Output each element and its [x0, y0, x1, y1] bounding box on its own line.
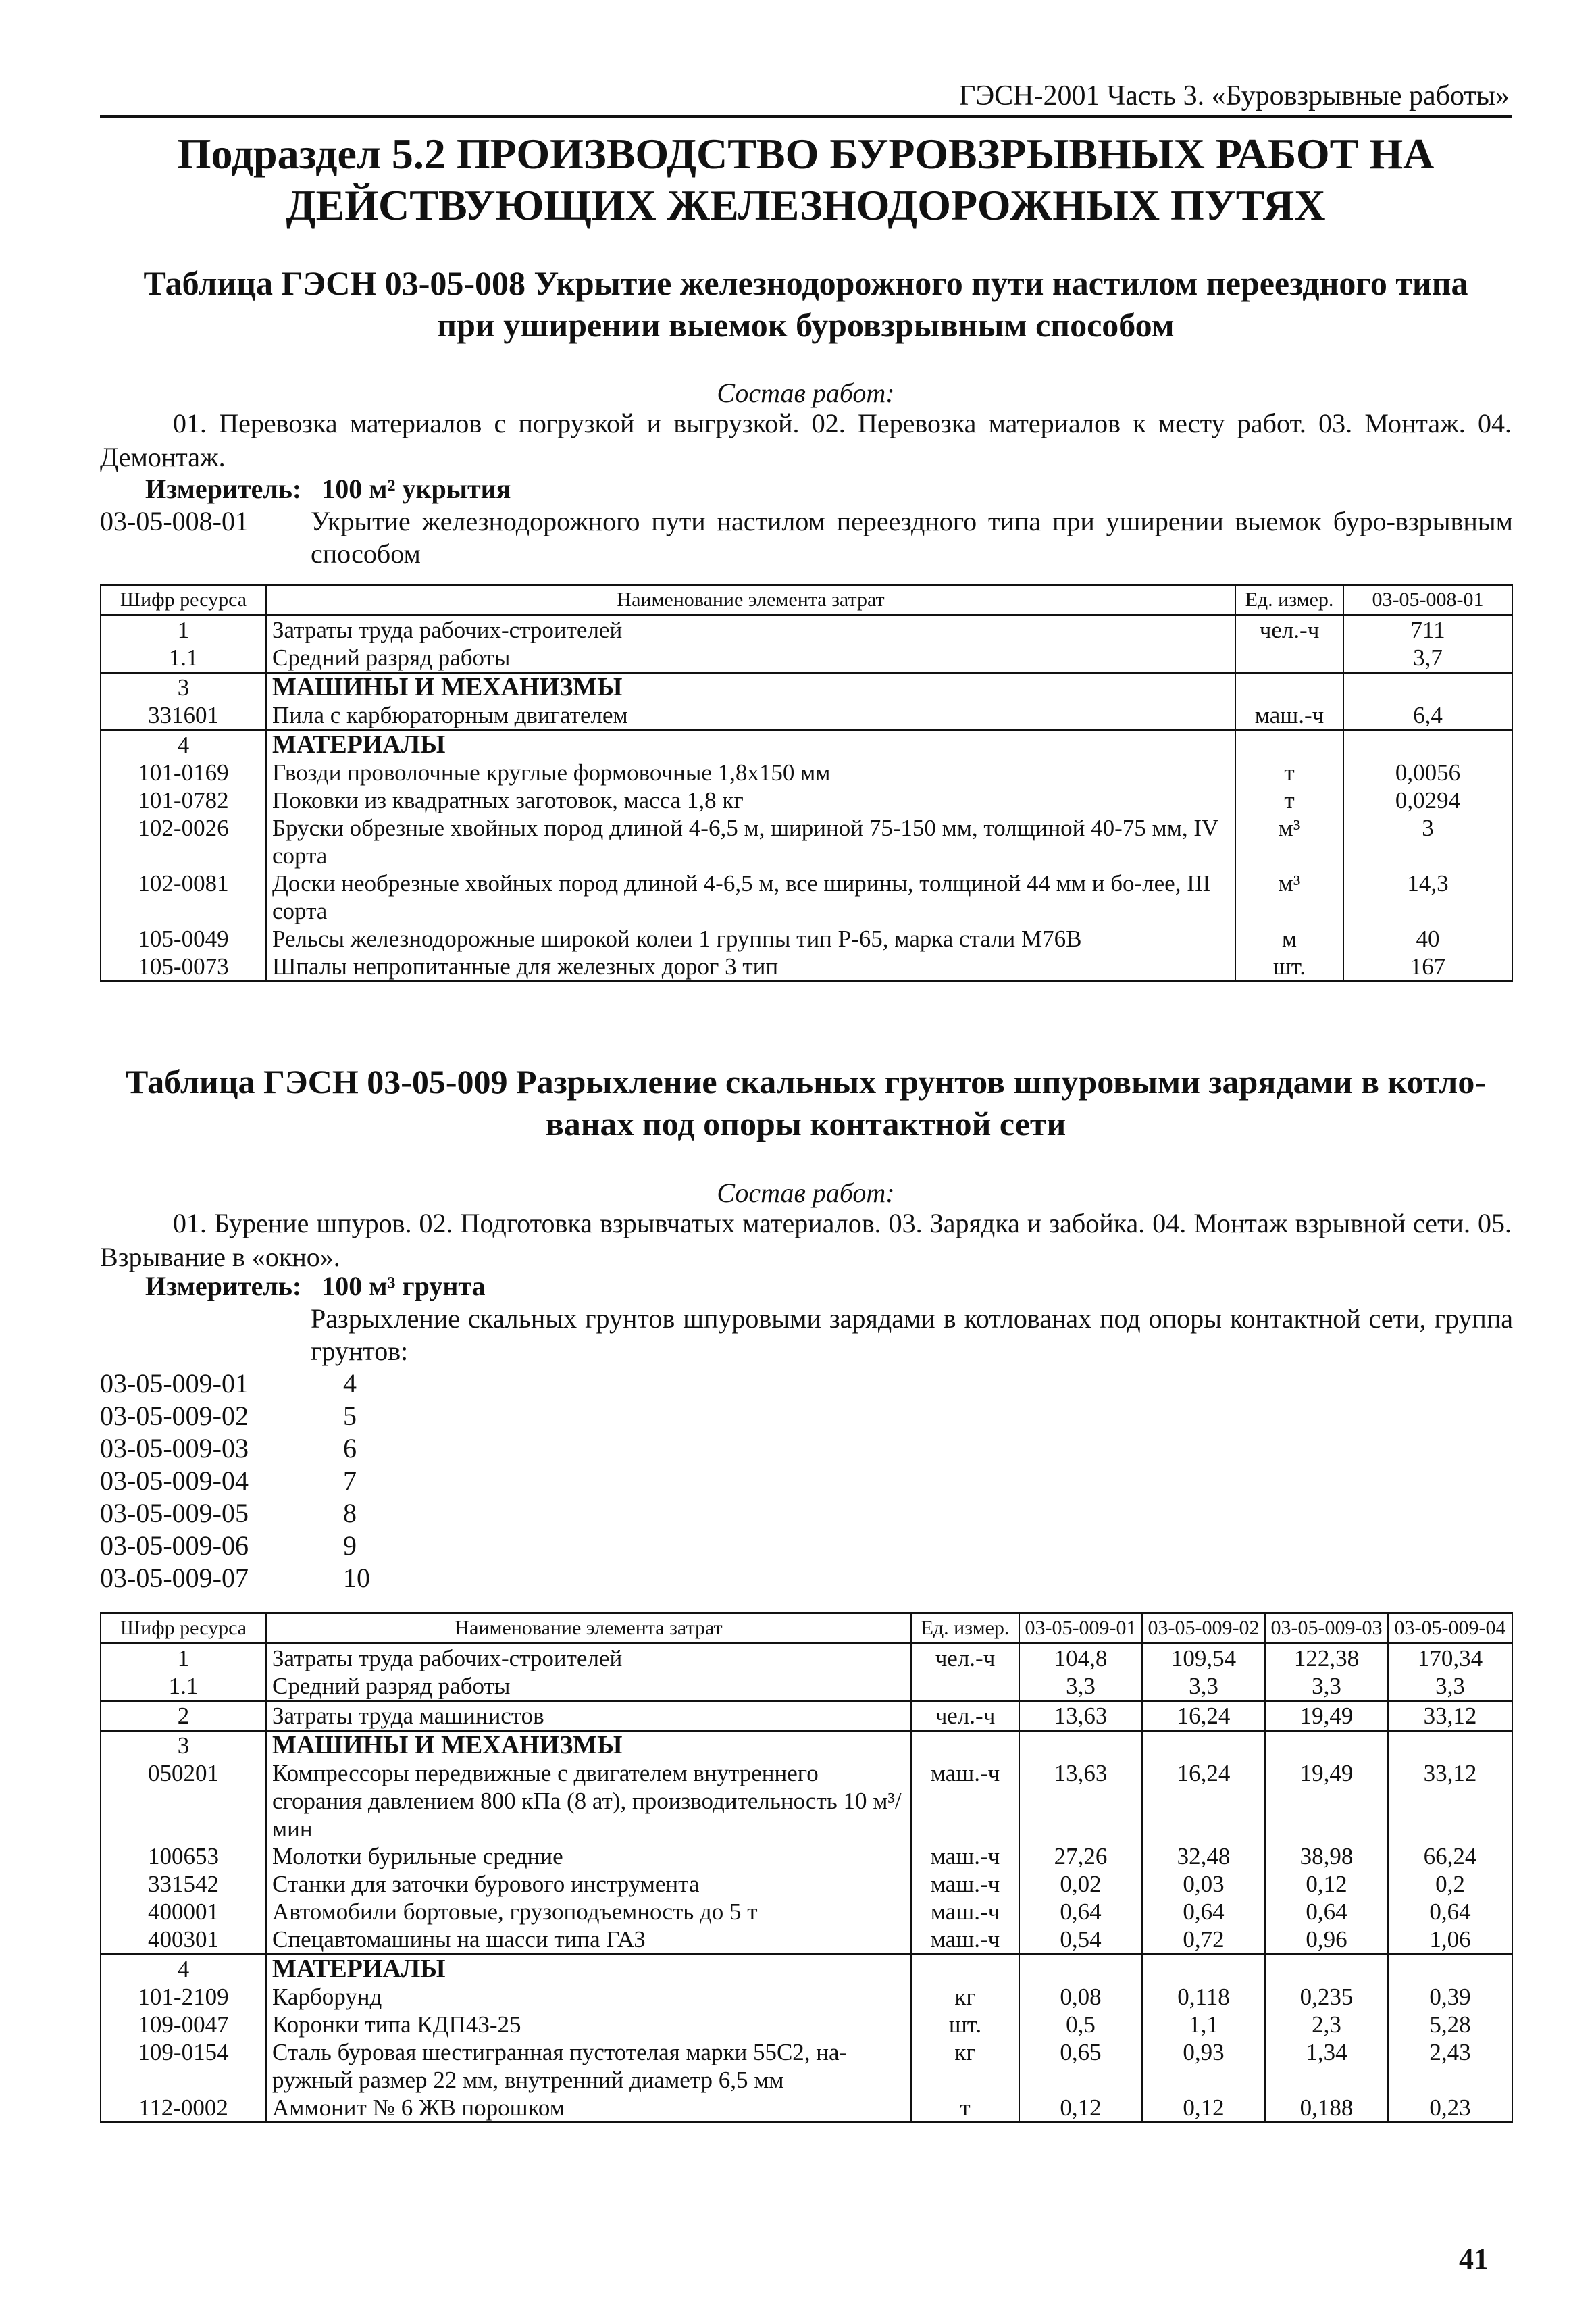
- cell-value: 0,188: [1265, 2094, 1388, 2123]
- table-row: [101, 673, 1512, 702]
- cell-code: 102-0081: [101, 870, 266, 925]
- cell-unit: [1235, 730, 1343, 759]
- col-header: 03-05-009-04: [1388, 1613, 1512, 1644]
- table1-sostav-text: 01. Перевозка материалов с погрузкой и выгрузкой. 02. Перевозка материалов к месту работ. 03. Монтаж. 04. Демонтаж.: [100, 408, 1512, 472]
- cell-unit: маш.-ч: [911, 1898, 1019, 1926]
- cell-code: 1.1: [101, 1672, 266, 1701]
- table1-izmeritel: [145, 473, 511, 505]
- cell-name: Бруски обрезные хвойных пород длиной 4-6,5 м, шириной 75-150 мм, толщиной 40-75 мм, IV сорта: [266, 814, 1235, 870]
- cell-value: 40: [1343, 925, 1512, 953]
- cell-value: 0,64: [1019, 1898, 1142, 1926]
- cell-value: [1343, 673, 1512, 702]
- cell-value: 0,64: [1265, 1898, 1388, 1926]
- table-row: [101, 1759, 1512, 1842]
- list-item: [100, 1530, 640, 1562]
- item-code: 03-05-009-04: [100, 1465, 249, 1496]
- cell-value: 0,0056: [1343, 759, 1512, 786]
- cell-value: 27,26: [1019, 1842, 1142, 1870]
- cell-name: МАТЕРИАЛЫ: [266, 730, 1235, 759]
- cell-value: 16,24: [1142, 1701, 1265, 1731]
- table2-header-row: [101, 1613, 1512, 1644]
- cell-value: 6,4: [1343, 701, 1512, 730]
- cell-unit: маш.-ч: [911, 1926, 1019, 1955]
- cell-value: 0,64: [1388, 1898, 1512, 1926]
- table-row: [101, 1731, 1512, 1760]
- cell-value: 5,28: [1388, 2011, 1512, 2038]
- table-row: [101, 1898, 1512, 1926]
- cell-name: Доски необрезные хвойных пород длиной 4-6,5 м, все ширины, толщиной 44 мм и бо-лее, III сорта: [266, 870, 1235, 925]
- cell-name: Карборунд: [266, 1983, 911, 2011]
- cell-value: 1,34: [1265, 2038, 1388, 2094]
- subsection-title-line-2: ДЕЙСТВУЮЩИХ ЖЕЛЕЗНОДОРОЖНЫХ ПУТЯХ: [286, 181, 1326, 229]
- cell-value: [1142, 1731, 1265, 1760]
- cell-value: 66,24: [1388, 1842, 1512, 1870]
- cell-value: 0,39: [1388, 1983, 1512, 2011]
- list-item: [100, 1497, 640, 1530]
- table-row: [101, 644, 1512, 673]
- table-row: [101, 925, 1512, 953]
- soil-group: 9: [343, 1530, 357, 1561]
- table2-resources: [100, 1612, 1513, 2123]
- cell-value: 3,3: [1019, 1672, 1142, 1701]
- list-item: [100, 1400, 640, 1432]
- cell-unit: т: [1235, 759, 1343, 786]
- table2-title: [100, 1061, 1512, 1145]
- cell-value: 33,12: [1388, 1701, 1512, 1731]
- soil-group: 7: [343, 1465, 357, 1496]
- item-code: 03-05-009-03: [100, 1433, 249, 1463]
- cell-value: 0,5: [1019, 2011, 1142, 2038]
- table2-intro: Разрыхление скальных грунтов шпуровыми зарядами в котлованах под опоры контактной сети, группа грунтов:: [311, 1303, 1513, 1366]
- cell-unit: т: [1235, 786, 1343, 814]
- table1-item-code: 03-05-008-01: [100, 506, 249, 536]
- cell-code: 105-0049: [101, 925, 266, 953]
- cell-code: 102-0026: [101, 814, 266, 870]
- cell-unit: чел.-ч: [911, 1644, 1019, 1673]
- cell-value: 3,3: [1388, 1672, 1512, 1701]
- cell-unit: шт.: [1235, 953, 1343, 982]
- table-row: [101, 786, 1512, 814]
- cell-unit: маш.-ч: [911, 1842, 1019, 1870]
- cell-code: 109-0047: [101, 2011, 266, 2038]
- cell-value: 0,54: [1019, 1926, 1142, 1955]
- cell-name: Шпалы непропитанные для железных дорог 3 тип: [266, 953, 1235, 982]
- cell-unit: шт.: [911, 2011, 1019, 2038]
- cell-code: 101-0782: [101, 786, 266, 814]
- subsection-title-line-1: Подраздел 5.2 ПРОИЗВОДСТВО БУРОВЗРЫВНЫХ РАБОТ НА: [177, 130, 1435, 178]
- table-row: [101, 1644, 1512, 1673]
- cell-value: [1019, 1955, 1142, 1984]
- cell-unit: маш.-ч: [1235, 701, 1343, 730]
- cell-code: 101-0169: [101, 759, 266, 786]
- cell-value: 0,2: [1388, 1870, 1512, 1898]
- table-row: [101, 1842, 1512, 1870]
- cell-name: Молотки бурильные средние: [266, 1842, 911, 1870]
- cell-value: 711: [1343, 615, 1512, 645]
- cell-value: 0,118: [1142, 1983, 1265, 2011]
- cell-value: [1265, 1955, 1388, 1984]
- page-number: 41: [1459, 2242, 1489, 2275]
- table-row: [101, 2094, 1512, 2123]
- cell-value: 0,23: [1388, 2094, 1512, 2123]
- cell-code: 4: [101, 1955, 266, 1984]
- list-item: [100, 1465, 640, 1497]
- cell-unit: маш.-ч: [911, 1759, 1019, 1842]
- list-item: [100, 1562, 640, 1594]
- cell-name: Поковки из квадратных заготовок, масса 1,8 кг: [266, 786, 1235, 814]
- cell-value: 0,64: [1142, 1898, 1265, 1926]
- table1-title-line-2: при уширении выемок буровзрывным способом: [437, 306, 1175, 344]
- table-row: [101, 1672, 1512, 1701]
- cell-name: МАТЕРИАЛЫ: [266, 1955, 911, 1984]
- cell-code: 2: [101, 1701, 266, 1731]
- col-header: Ед. измер.: [911, 1613, 1019, 1644]
- cell-value: 0,12: [1265, 1870, 1388, 1898]
- table2-title-line-1: Таблица ГЭСН 03-05-009 Разрыхление скальных грунтов шпуровыми зарядами в котло-: [125, 1063, 1487, 1101]
- cell-value: [1265, 1731, 1388, 1760]
- table-row: [101, 759, 1512, 786]
- cell-unit: кг: [911, 2038, 1019, 2094]
- table-row: [101, 701, 1512, 730]
- cell-value: [1019, 1731, 1142, 1760]
- cell-name: Сталь буровая шестигранная пустотелая марки 55С2, на-ружный размер 22 мм, внутренний диаметр 6,5 мм: [266, 2038, 911, 2094]
- cell-value: 3,3: [1142, 1672, 1265, 1701]
- table-row: [101, 615, 1512, 645]
- subsection-title: [100, 128, 1512, 231]
- table-row: [101, 2038, 1512, 2094]
- cell-value: [1142, 1955, 1265, 1984]
- cell-code: 1: [101, 615, 266, 645]
- cell-value: 0,08: [1019, 1983, 1142, 2011]
- cell-code: 105-0073: [101, 953, 266, 982]
- table-row: [101, 1926, 1512, 1955]
- cell-code: 100653: [101, 1842, 266, 1870]
- cell-value: 3: [1343, 814, 1512, 870]
- izmeritel-value: 100 м² укрытия: [321, 474, 511, 504]
- cell-unit: м: [1235, 925, 1343, 953]
- cell-value: 3,3: [1265, 1672, 1388, 1701]
- cell-value: 19,49: [1265, 1759, 1388, 1842]
- cell-unit: м³: [1235, 814, 1343, 870]
- col-header: 03-05-009-02: [1142, 1613, 1265, 1644]
- table2-code-list: [100, 1367, 640, 1594]
- cell-value: 0,0294: [1343, 786, 1512, 814]
- cell-unit: т: [911, 2094, 1019, 2123]
- cell-code: 3: [101, 673, 266, 702]
- table1-title: [100, 262, 1512, 346]
- col-header: Ед. измер.: [1235, 585, 1343, 615]
- table2-title-line-2: ванах под опоры контактной сети: [545, 1105, 1066, 1142]
- izmeritel-label: Измеритель:: [145, 1271, 302, 1301]
- col-header: 03-05-008-01: [1343, 585, 1512, 615]
- soil-group: 10: [343, 1563, 370, 1593]
- table1-title-line-1: Таблица ГЭСН 03-05-008 Укрытие железнодорожного пути настилом переездного типа: [143, 264, 1468, 302]
- soil-group: 6: [343, 1433, 357, 1463]
- cell-name: Средний разряд работы: [266, 644, 1235, 673]
- cell-code: 050201: [101, 1759, 266, 1842]
- table-row: [101, 1955, 1512, 1984]
- table-row: [101, 2011, 1512, 2038]
- header-rule: [100, 115, 1512, 118]
- cell-unit: [1235, 644, 1343, 673]
- table-row: [101, 1870, 1512, 1898]
- cell-name: Средний разряд работы: [266, 1672, 911, 1701]
- cell-unit: м³: [1235, 870, 1343, 925]
- table1-item-desc: Укрытие железнодорожного пути настилом переездного типа при уширении выемок буро-взрывным способом: [311, 506, 1513, 569]
- cell-unit: [1235, 673, 1343, 702]
- item-code: 03-05-009-07: [100, 1563, 249, 1593]
- cell-code: 1.1: [101, 644, 266, 673]
- col-header: Наименование элемента затрат: [266, 585, 1235, 615]
- cell-name: Затраты труда рабочих-строителей: [266, 615, 1235, 645]
- item-code: 03-05-009-05: [100, 1498, 249, 1528]
- cell-unit: кг: [911, 1983, 1019, 2011]
- cell-value: 14,3: [1343, 870, 1512, 925]
- cell-code: 3: [101, 1731, 266, 1760]
- cell-value: 16,24: [1142, 1759, 1265, 1842]
- cell-value: 19,49: [1265, 1701, 1388, 1731]
- cell-value: 33,12: [1388, 1759, 1512, 1842]
- col-header: 03-05-009-01: [1019, 1613, 1142, 1644]
- cell-value: 0,72: [1142, 1926, 1265, 1955]
- cell-name: Затраты труда машинистов: [266, 1701, 911, 1731]
- cell-unit: [911, 1955, 1019, 1984]
- cell-value: 2,43: [1388, 2038, 1512, 2094]
- cell-name: Затраты труда рабочих-строителей: [266, 1644, 911, 1673]
- soil-group: 4: [343, 1368, 357, 1399]
- cell-value: 170,34: [1388, 1644, 1512, 1673]
- table1-header-row: [101, 585, 1512, 615]
- cell-value: 0,65: [1019, 2038, 1142, 2094]
- cell-name: Пила с карбюраторным двигателем: [266, 701, 1235, 730]
- cell-code: 101-2109: [101, 1983, 266, 2011]
- table1-body: [101, 615, 1512, 982]
- cell-value: 0,02: [1019, 1870, 1142, 1898]
- cell-code: 112-0002: [101, 2094, 266, 2123]
- table-row: [101, 1983, 1512, 2011]
- cell-name: Гвозди проволочные круглые формовочные 1,8х150 мм: [266, 759, 1235, 786]
- soil-group: 8: [343, 1498, 357, 1528]
- izmeritel-label: Измеритель:: [145, 474, 302, 504]
- cell-code: 400301: [101, 1926, 266, 1955]
- cell-value: 1,1: [1142, 2011, 1265, 2038]
- table-row: [101, 870, 1512, 925]
- cell-name: Автомобили бортовые, грузоподъемность до 5 т: [266, 1898, 911, 1926]
- cell-value: 0,235: [1265, 1983, 1388, 2011]
- cell-value: 0,96: [1265, 1926, 1388, 1955]
- cell-unit: [911, 1731, 1019, 1760]
- table2-sostav-text: 01. Бурение шпуров. 02. Подготовка взрывчатых материалов. 03. Зарядка и забойка. 04. Монтаж взрывной сети. 05. Взрывание в «окно».: [100, 1208, 1512, 1272]
- list-item: [100, 1367, 640, 1400]
- cell-code: 331542: [101, 1870, 266, 1898]
- cell-unit: [911, 1672, 1019, 1701]
- cell-name: Компрессоры передвижные с двигателем внутреннего сгорания давлением 800 кПа (8 ат), производительность 10 м³/мин: [266, 1759, 911, 1842]
- item-code: 03-05-009-06: [100, 1530, 249, 1561]
- table1-sostav-label: Состав работ:: [717, 378, 895, 408]
- cell-value: 32,48: [1142, 1842, 1265, 1870]
- cell-value: 38,98: [1265, 1842, 1388, 1870]
- cell-value: [1388, 1731, 1512, 1760]
- soil-group: 5: [343, 1401, 357, 1431]
- cell-value: 1,06: [1388, 1926, 1512, 1955]
- table2-sostav-label: Состав работ:: [717, 1178, 895, 1208]
- table-row: [101, 814, 1512, 870]
- table-row: [101, 953, 1512, 982]
- col-header: Наименование элемента затрат: [266, 1613, 911, 1644]
- cell-value: 122,38: [1265, 1644, 1388, 1673]
- col-header: 03-05-009-03: [1265, 1613, 1388, 1644]
- cell-value: 0,12: [1142, 2094, 1265, 2123]
- cell-value: [1388, 1955, 1512, 1984]
- cell-unit: чел.-ч: [1235, 615, 1343, 645]
- cell-value: 13,63: [1019, 1759, 1142, 1842]
- cell-name: МАШИНЫ И МЕХАНИЗМЫ: [266, 673, 1235, 702]
- cell-value: [1343, 730, 1512, 759]
- table2-izmeritel: [145, 1270, 486, 1302]
- cell-value: 167: [1343, 953, 1512, 982]
- cell-code: 400001: [101, 1898, 266, 1926]
- table2-body: [101, 1644, 1512, 2123]
- cell-name: Спецавтомашины на шасси типа ГАЗ: [266, 1926, 911, 1955]
- cell-value: 2,3: [1265, 2011, 1388, 2038]
- cell-name: Коронки типа КДП43-25: [266, 2011, 911, 2038]
- cell-code: 331601: [101, 701, 266, 730]
- cell-value: 109,54: [1142, 1644, 1265, 1673]
- list-item: [100, 1432, 640, 1465]
- cell-name: Станки для заточки бурового инструмента: [266, 1870, 911, 1898]
- cell-value: 13,63: [1019, 1701, 1142, 1731]
- table-row: [101, 1701, 1512, 1731]
- cell-name: Рельсы железнодорожные широкой колеи 1 группы тип Р-65, марка стали М76В: [266, 925, 1235, 953]
- cell-value: 3,7: [1343, 644, 1512, 673]
- cell-value: 0,03: [1142, 1870, 1265, 1898]
- item-code: 03-05-009-01: [100, 1368, 249, 1399]
- col-header: Шифр ресурса: [101, 1613, 266, 1644]
- cell-name: МАШИНЫ И МЕХАНИЗМЫ: [266, 1731, 911, 1760]
- cell-code: 1: [101, 1644, 266, 1673]
- cell-code: 4: [101, 730, 266, 759]
- cell-unit: маш.-ч: [911, 1870, 1019, 1898]
- table-row: [101, 730, 1512, 759]
- cell-code: 109-0154: [101, 2038, 266, 2094]
- col-header: Шифр ресурса: [101, 585, 266, 615]
- cell-value: 0,12: [1019, 2094, 1142, 2123]
- izmeritel-value: 100 м³ грунта: [321, 1271, 486, 1301]
- table1-resources: [100, 584, 1513, 982]
- cell-value: 0,93: [1142, 2038, 1265, 2094]
- cell-value: 104,8: [1019, 1644, 1142, 1673]
- running-header: ГЭСН-2001 Часть 3. «Буровзрывные работы»: [959, 80, 1510, 111]
- cell-name: Аммонит № 6 ЖВ порошком: [266, 2094, 911, 2123]
- item-code: 03-05-009-02: [100, 1401, 249, 1431]
- cell-unit: чел.-ч: [911, 1701, 1019, 1731]
